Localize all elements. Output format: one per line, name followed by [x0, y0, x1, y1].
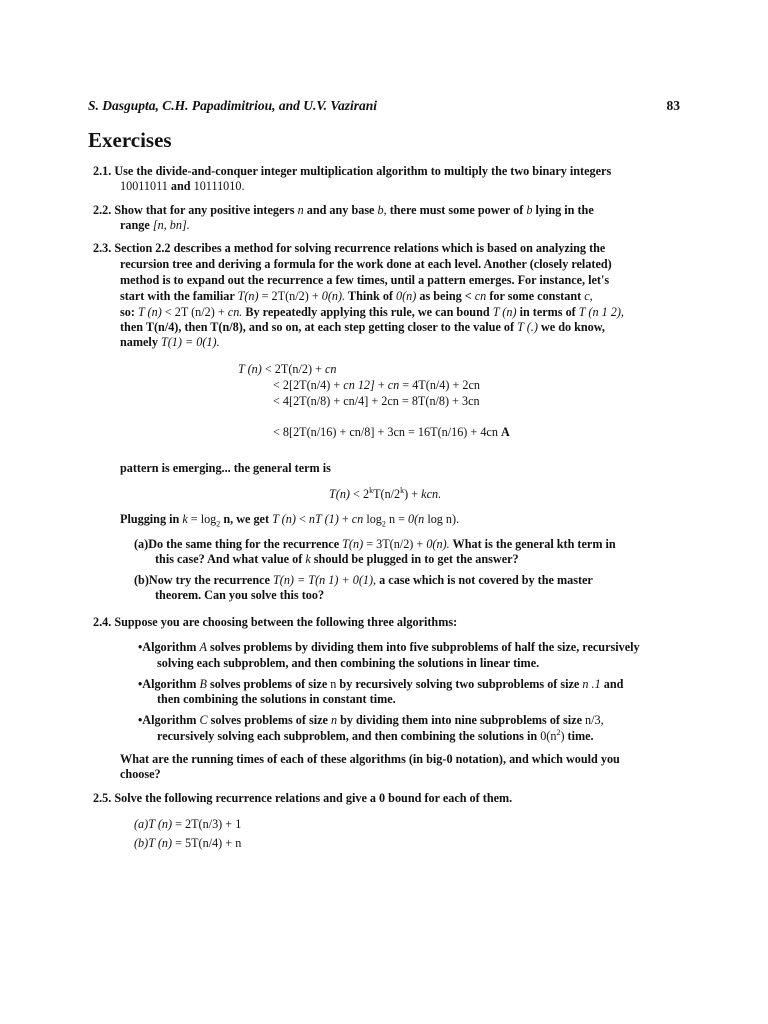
- exercise-text: so:: [120, 305, 138, 319]
- math-var: n: [297, 203, 304, 217]
- math-var: c,: [584, 289, 593, 303]
- math-expression: T (n): [272, 512, 296, 526]
- exercise-text: Section 2.2 describes a method for solving recurrence relations which is based on analyzing the: [114, 241, 606, 255]
- math-expression: T (n): [492, 305, 517, 319]
- math-expression: T (n): [238, 362, 262, 376]
- math-expression: = 2T(n/2) +: [258, 289, 322, 303]
- algorithm-b-line-2: then combining the solutions in constant time.: [157, 692, 396, 706]
- pattern-text: pattern is emerging... the general term is: [120, 461, 331, 475]
- math-superscript: 2: [556, 727, 561, 737]
- math-var: B: [199, 677, 207, 691]
- exercise-text: Show that for any positive integers: [114, 203, 298, 217]
- math-var: k: [182, 512, 188, 526]
- math-expression: n .1: [582, 677, 601, 691]
- math-expression: ) +: [404, 487, 422, 501]
- section-title: Exercises: [88, 128, 172, 152]
- exercise-text: (b)Now try the recurrence: [134, 573, 273, 587]
- exercise-text: should be plugged in to get the answer?: [310, 552, 519, 566]
- math-expression: = 4T(n/4) + 2cn: [399, 378, 481, 392]
- math-var: cn: [351, 512, 364, 526]
- exercise-2-3-line-7: [120, 335, 220, 350]
- math-subscript: 2: [216, 519, 221, 529]
- algorithm-c-line-1: [138, 713, 604, 728]
- exercise-text: •Algorithm: [138, 713, 200, 727]
- math-expression: = 5T(n/4) + n: [172, 836, 242, 850]
- recurrence-b: [134, 836, 241, 851]
- math-expression: 0(n).: [426, 537, 450, 551]
- math-expression: < 8[2T(n/16) + cn/8] + 3cn = 16T(n/16) + 4cn: [273, 425, 501, 439]
- math-expression: T (n): [137, 305, 162, 319]
- math-expression: (a)T (n): [134, 817, 173, 831]
- exercise-text: Think of: [345, 289, 397, 303]
- derivation-line-2: [273, 378, 480, 393]
- math-expression: T(n): [342, 537, 364, 551]
- exercise-number: 2.5.: [93, 791, 112, 805]
- math-expression: < 2T(n/2) +: [261, 362, 325, 376]
- math-var: b,: [377, 203, 387, 217]
- binary-integer-2: 10111010: [193, 179, 242, 193]
- derivation-line-1: [238, 362, 337, 377]
- math-expression: log: [363, 512, 382, 526]
- exercise-text: and: [167, 179, 194, 193]
- exercise-text: then T(n/4), then T(n/8), and so on, at each step getting closer to the value of: [120, 320, 518, 334]
- general-term-equation: [329, 487, 441, 502]
- exercise-2-3-line-5: [120, 305, 624, 320]
- exercise-text: as being <: [416, 289, 475, 303]
- exercise-text: there must some power of: [386, 203, 527, 217]
- math-expression: T(n): [329, 487, 350, 501]
- math-expression: kcn.: [421, 487, 442, 501]
- exercise-text: (a)Do the same thing for the recurrence: [134, 537, 343, 551]
- exercise-text: solves problems of size: [206, 677, 331, 691]
- math-expression: 0(n): [396, 289, 417, 303]
- math-expression: [n, bn].: [152, 218, 190, 232]
- exercise-2-1-line-2: [120, 179, 245, 194]
- math-expression: T(n) = T(n 1) + 0(1),: [272, 573, 377, 587]
- exercise-text: •Algorithm: [138, 640, 200, 654]
- math-expression: = 2T(n/3) + 1: [172, 817, 242, 831]
- math-expression: T(n/2: [373, 487, 401, 501]
- math-expression: nT (1): [308, 512, 339, 526]
- algorithm-a-line-1: [138, 640, 640, 655]
- exercise-text: Plugging in: [120, 512, 183, 526]
- math-var: A: [199, 640, 207, 654]
- algorithm-a-line-2: solving each subproblem, and then combining the solutions in linear time.: [157, 656, 540, 670]
- math-expression: ): [560, 729, 565, 743]
- exercise-2-3-line-6: [120, 320, 605, 335]
- exercise-2-2-line-2: [120, 218, 190, 233]
- exercise-text: by dividing them into nine subproblems of size: [337, 713, 586, 727]
- exercise-text: and any base: [303, 203, 378, 217]
- algorithm-c-line-2: [157, 729, 594, 744]
- math-expression: +: [338, 512, 352, 526]
- exercise-text: in terms of: [516, 305, 579, 319]
- math-var: C: [199, 713, 208, 727]
- math-expression: 0(n: [540, 729, 557, 743]
- exercise-text: range: [120, 218, 153, 232]
- exercise-text: n, we get: [220, 512, 273, 526]
- part-a-line-2: [155, 552, 519, 567]
- exercise-text: time.: [564, 729, 594, 743]
- algorithm-b-line-1: [138, 677, 623, 692]
- math-expression: cn 12]: [343, 378, 375, 392]
- exercise-2-4-intro: [93, 615, 457, 630]
- math-expression: (b)T (n): [134, 836, 173, 850]
- exercise-text: a case which is not covered by the master: [376, 573, 593, 587]
- derivation-line-4: [273, 425, 510, 440]
- exercise-text: •Algorithm: [138, 677, 200, 691]
- exercise-text: Use the divide-and-conquer integer multiplication algorithm to multiply the two binary integers: [114, 164, 612, 178]
- math-var: b: [526, 203, 533, 217]
- math-expression: = log: [187, 512, 217, 526]
- exercise-number: 2.3.: [93, 241, 112, 255]
- exercise-text: recursively solving each subproblem, and then combining the solutions in: [157, 729, 541, 743]
- exercise-text: Solve the following recurrence relations and give a 0 bound for each of them.: [114, 791, 513, 805]
- exercise-2-4-question-line-1: What are the running times of each of these algorithms (in big-0 notation), and which would you: [120, 752, 620, 766]
- exercise-2-4-question-line-2: choose?: [120, 767, 161, 781]
- exercise-2-3-line-1: [93, 241, 605, 256]
- math-var: cn: [325, 362, 337, 376]
- math-expression: +: [374, 378, 388, 392]
- math-var: cn.: [227, 305, 243, 319]
- math-expression: A: [500, 425, 510, 439]
- exercise-text: by recursively solving two subproblems of size: [336, 677, 583, 691]
- math-expression: T (n 1 2),: [578, 305, 624, 319]
- running-header: [88, 98, 680, 114]
- exercise-text: start with the familiar: [120, 289, 238, 303]
- recurrence-a: [134, 817, 241, 832]
- part-b-line-2: theorem. Can you solve this too?: [155, 588, 325, 602]
- header-authors: S. Dasgupta, C.H. Papadimitriou, and U.V. Vazirani: [88, 98, 377, 113]
- math-expression: 0(n: [408, 512, 425, 526]
- math-var: n: [330, 713, 338, 727]
- exercise-text: solves problems of size: [207, 713, 331, 727]
- derivation-line-3: < 4[2T(n/8) + cn/4] + 2cn = 8T(n/8) + 3cn: [273, 394, 480, 408]
- math-expression: < 2[2T(n/4) +: [273, 378, 344, 392]
- exercise-text: lying in the: [532, 203, 594, 217]
- exercise-text: for some constant: [486, 289, 585, 303]
- math-var: k: [305, 552, 311, 566]
- part-a-line-1: [134, 537, 616, 552]
- exercise-text: this case? And what value of: [155, 552, 306, 566]
- page-number: 83: [666, 98, 680, 113]
- math-subscript: 2: [381, 519, 386, 529]
- math-expression: T (.): [517, 320, 538, 334]
- math-expression: <: [295, 512, 309, 526]
- exercise-2-3-line-2: recursion tree and deriving a formula for the work done at each level. Another (closely related): [120, 257, 612, 271]
- math-var: cn: [387, 378, 400, 392]
- math-expression: T(n): [237, 289, 259, 303]
- exercise-text: and: [600, 677, 624, 691]
- exercise-2-5-intro: [93, 791, 512, 806]
- exercise-text: What is the general kth term in: [449, 537, 616, 551]
- exercise-text: namely: [120, 335, 161, 349]
- exercise-text: Suppose you are choosing between the following three algorithms:: [114, 615, 458, 629]
- exercise-number: 2.2.: [93, 203, 112, 217]
- math-var: cn: [474, 289, 487, 303]
- math-superscript: k: [369, 485, 374, 495]
- math-expression: < 2T (n/2) +: [161, 305, 228, 319]
- part-b-line-1: [134, 573, 593, 588]
- exercise-text: solves problems by dividing them into five subproblems of half the size, recursively: [206, 640, 640, 654]
- math-expression: log n).: [424, 512, 460, 526]
- exercise-2-3-line-4: [120, 289, 593, 304]
- exercise-text: we do know,: [537, 320, 605, 334]
- math-expression: = 3T(n/2) +: [363, 537, 427, 551]
- exercise-text: By repeatedly applying this rule, we can bound: [242, 305, 493, 319]
- math-expression: T(1) = 0(1).: [160, 335, 220, 349]
- binary-integer-1: 10011011: [120, 179, 168, 193]
- math-expression: 0(n).: [321, 289, 346, 303]
- math-expression: n =: [385, 512, 409, 526]
- math-expression: < 2: [350, 487, 370, 501]
- exercise-text: .: [241, 179, 245, 193]
- math-expression: n/3,: [585, 713, 604, 727]
- math-superscript: k: [400, 485, 405, 495]
- exercise-number: 2.1.: [93, 164, 112, 178]
- plugging-in-line: [120, 512, 459, 527]
- exercise-2-3-line-3: method is to expand out the recurrence a few times, until a pattern emerges. For instance, let's: [120, 273, 610, 287]
- math-var: n: [330, 677, 337, 691]
- exercise-2-1-line-1: [93, 164, 611, 179]
- exercise-number: 2.4.: [93, 615, 112, 629]
- exercise-2-2-line-1: [93, 203, 594, 218]
